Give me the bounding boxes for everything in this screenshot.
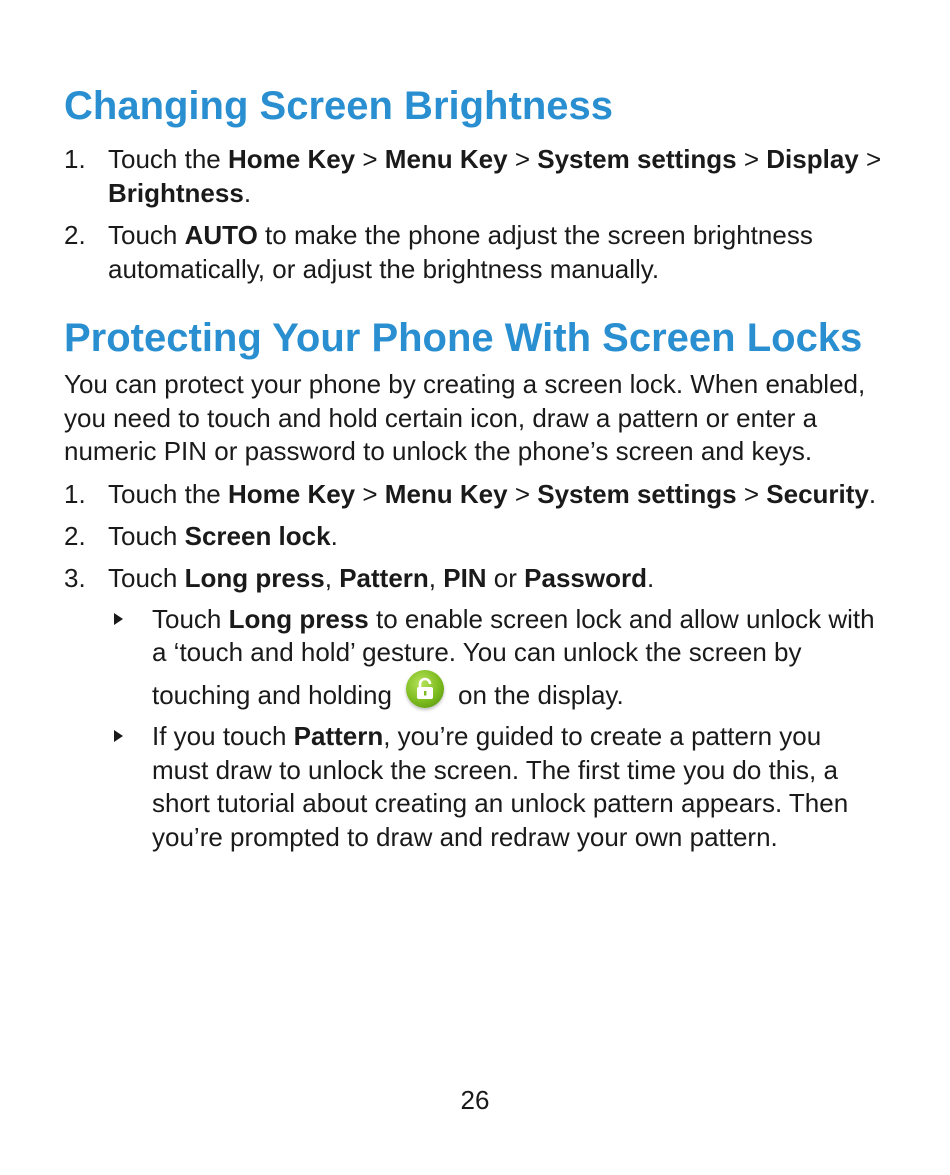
brightness-steps <box>64 142 884 286</box>
list-item: 1. Touch the Home Key > Menu Key > System settings > Security. <box>64 478 877 509</box>
page-number: 26 <box>460 1085 490 1115</box>
list-item: 3. Touch Long press, Pattern, PIN or Password. <box>64 562 655 593</box>
unlock-icon <box>406 670 444 708</box>
screen-lock-steps <box>64 477 884 595</box>
screen-locks-intro: You can protect your phone by creating a screen lock. When enabled, you need to touch and hold certain icon, draw a pattern or enter a numeric PIN or password to unlock the phone’s screen and keys. <box>64 369 866 466</box>
bullet-arrow-icon <box>114 613 123 625</box>
section-title-screen-locks: Protecting Your Phone With Screen Locks <box>64 316 863 360</box>
list-item: 2. Touch AUTO to make the phone adjust the screen brightness automatically, or adjust the brightness manually. <box>64 220 813 284</box>
list-item: Touch Long press to enable screen lock and allow unlock with a ‘touch and hold’ gesture. You can unlock the screen by touching and holding on the display. <box>64 603 884 713</box>
screen-lock-options <box>64 603 884 855</box>
list-item: 1. Touch the Home Key > Menu Key > System settings > Display > Brightness. <box>64 144 882 208</box>
document-page <box>64 78 884 854</box>
list-item: If you touch Pattern, you’re guided to create a pattern you must draw to unlock the screen. The first time you do this, a short tutorial about creating an unlock pattern appears. Then you’re prompted to draw and redraw your own pattern. <box>64 720 884 854</box>
section-title-brightness: Changing Screen Brightness <box>64 84 613 128</box>
bullet-arrow-icon <box>114 730 123 742</box>
list-item: 2. Touch Screen lock. <box>64 520 338 551</box>
